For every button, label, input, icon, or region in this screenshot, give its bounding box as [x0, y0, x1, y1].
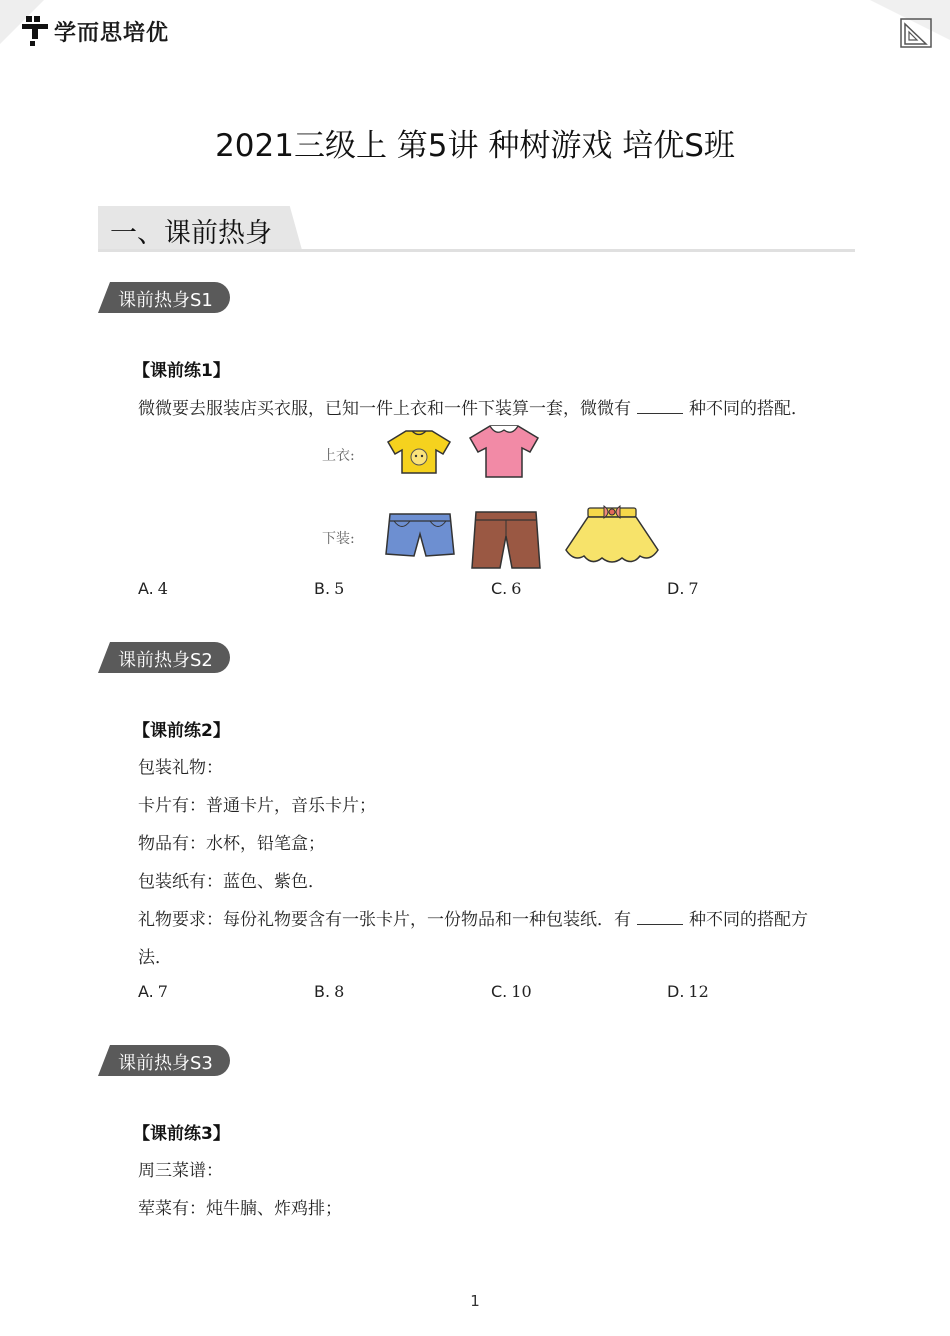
question-stem-wrap: 法． [138, 948, 172, 968]
option-c[interactable] [491, 982, 532, 1001]
logo [22, 14, 169, 48]
option-value: 5 [334, 579, 345, 598]
option-d[interactable] [667, 579, 699, 598]
subsection-pill [98, 642, 230, 673]
stem-text: 礼物要求：每份礼物要含有一张卡片，一份物品和一种包装纸．有 [138, 910, 631, 930]
logo-text: 学而思培优 [54, 20, 170, 46]
subsection-pill-label: 课前热身S3 [118, 1053, 213, 1074]
page-number: 1 [470, 1292, 480, 1310]
bottoms-label: 下装: [322, 531, 355, 547]
option-value: 7 [157, 982, 168, 1001]
subsection-pill-label: 课前热身S1 [118, 290, 213, 311]
ruler-triangle-icon [900, 18, 932, 48]
yellow-skirt-image [562, 500, 662, 568]
question-stem [138, 394, 808, 419]
option-value: 7 [688, 579, 699, 598]
question-label: 【课前练3】 [133, 1124, 230, 1144]
brown-shorts-image [470, 508, 542, 572]
option-c[interactable] [491, 579, 521, 598]
answer-blank [637, 399, 683, 414]
option-value: 12 [688, 982, 709, 1001]
subsection-pill [98, 282, 230, 313]
option-letter: B. [314, 579, 331, 598]
section-heading-label: 一、课前热身 [110, 218, 272, 249]
question-line: 荤菜有：炖牛腩、炸鸡排； [138, 1199, 342, 1219]
question-line: 周三菜谱： [138, 1161, 223, 1181]
page-title: 2021三级上 第5讲 种树游戏 培优S班 [215, 128, 735, 164]
option-letter: A. [138, 579, 154, 598]
option-value: 10 [511, 982, 532, 1001]
option-letter: D. [667, 579, 685, 598]
subsection-pill [98, 1045, 230, 1076]
option-value: 4 [157, 579, 168, 598]
option-d[interactable] [667, 982, 709, 1001]
question-line: 包装礼物： [138, 758, 223, 778]
logo-icon [22, 14, 50, 48]
question-label: 【课前练1】 [133, 361, 230, 381]
stem-text-end: 种不同的搭配． [689, 399, 808, 419]
question-label: 【课前练2】 [133, 721, 230, 741]
question-line: 物品有：水杯，铅笔盒； [138, 834, 325, 854]
option-letter: D. [667, 982, 685, 1001]
option-value: 8 [334, 982, 345, 1001]
option-letter: A. [138, 982, 154, 1001]
question-line: 包装纸有：蓝色、紫色． [138, 872, 325, 892]
option-letter: C. [491, 579, 508, 598]
yellow-shirt-image [386, 428, 452, 476]
option-value: 6 [511, 579, 522, 598]
blue-shorts-image [384, 510, 456, 560]
section-heading [98, 206, 855, 252]
stem-text: 微微要去服装店买衣服，已知一件上衣和一件下装算一套，微微有 [138, 399, 631, 419]
option-b[interactable] [314, 982, 344, 1001]
option-a[interactable] [138, 579, 168, 598]
question-line: 卡片有：普通卡片，音乐卡片； [138, 796, 376, 816]
stem-text-end: 种不同的搭配方 [689, 910, 808, 930]
pink-shirt-image [468, 420, 540, 480]
option-b[interactable] [314, 579, 344, 598]
option-letter: C. [491, 982, 508, 1001]
question-stem [138, 905, 808, 930]
subsection-pill-label: 课前热身S2 [118, 650, 213, 671]
tops-label: 上衣: [322, 448, 355, 464]
option-letter: B. [314, 982, 331, 1001]
answer-blank [637, 910, 683, 925]
option-a[interactable] [138, 982, 168, 1001]
